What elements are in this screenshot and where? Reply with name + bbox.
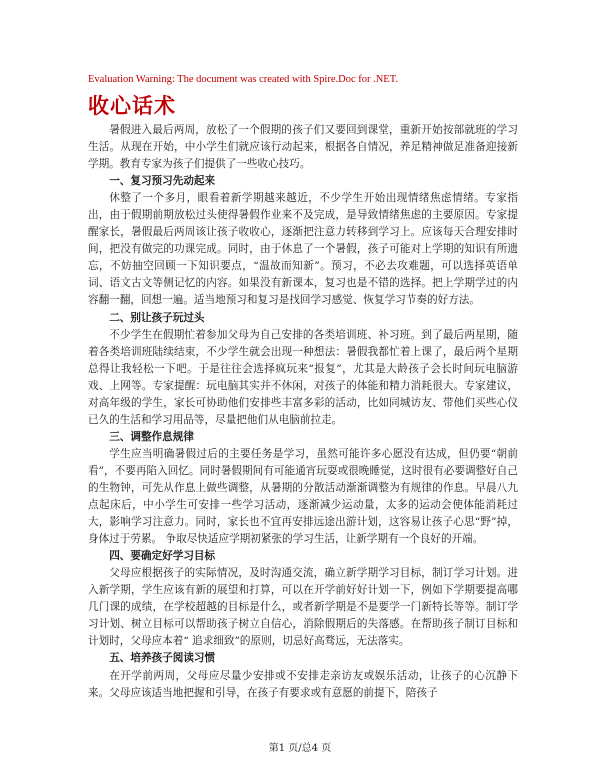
section-paragraph: 父母应根据孩子的实际情况，及时沟通交流，确立新学期学习目标，制订学习计划。进入新学期，学生应该有新的展望和打算，可以在开学前好好计划一下，例如下学期要提高哪几门课的成绩，在学校超越的目标是什么，或者新学期是不是要学一门新特长等等。制订学习计划、树立目标可以帮助孩子树立自信心，消除假期后的失落感。在帮助孩子制订目标和计划时，父母应本着“ 追求细致”的原则，切忌好高骛远，无法落实。 [88,567,518,648]
page-footer: 第1 页/总4 页 [268,743,332,754]
section-heading: 三、调整作息规律 [109,430,194,443]
section-heading: 一、复习预习先动起来 [109,175,216,188]
section-paragraph: 在开学前两周，父母应尽量少安排或不安排走亲访友或娱乐活动，让孩子的心沉静下来。父母应该适当地把握和引导，在孩子有要求或有意愿的前提下，陪孩子 [88,669,518,699]
section-heading: 二、别让孩子玩过头 [109,311,205,324]
document-body [88,122,518,702]
intro-paragraph: 暑假进入最后两周，放松了一个假期的孩子们又要回到课堂，重新开始按部就班的学习生活。从现在开始，中小学生们就应该行动起来，根据各自情况，养足精神做足准备迎接新学期。教育专家为孩子们提供了一些收心技巧。 [88,124,518,171]
section-paragraph: 休整了一个多月，眼看着新学期越来越近，不少学生开始出现情绪焦虑情绪。专家指出，由于假期前期放松过头使得暑假作业来不及完成，是导致情绪焦虑的主要原因。专家提醒家长，暑假最后两周该让孩子收收心，逐渐把注意力转移到学习上。应该每天合理安排时间，把没有做完的功课完成。同时，由于休息了一个暑假，孩子可能对上学期的知识有所遗忘，不妨抽空回顾一下知识要点，“温故而知新”。预习，不必去攻难题，可以选择英语单词、语文古文等侧记忆的内容。如果没有新课本，复习也是不错的选择。把上学期学过的内容翻一翻，回想一遍。适当地预习和复习是找回学习感觉、恢复学习节奏的好方法。 [88,192,518,307]
page-title: 收心话术 [88,94,176,118]
section-heading: 五、培养孩子阅读习惯 [109,652,216,665]
section-heading: 四、要确定好学习目标 [109,550,216,563]
section-paragraph: 不少学生在假期忙着参加父母为自己安排的各类培训班、补习班。到了最后两星期，随着各类培训班陆续结束，不少学生就会出现一种想法：暑假我都忙着上课了，最后两个星期总得让我轻松一下吧。于是往往会选择疯玩来“报复”，尤其是大龄孩子会长时间玩电脑游戏、上网等。专家提醒：玩电脑其实并不休闲，对孩子的体能和精力消耗很大。专家建议，对高年级的学生，家长可协助他们安排些丰富多彩的活动，比如同城访友、带他们买些心仪已久的生活和学习用品等，尽量把他们从电脑前拉走。 [88,328,518,426]
section-paragraph: 学生应当明确暑假过后的主要任务是学习，虽然可能许多心愿没有达成，但仍要“朝前看”，不要再陷入回忆。同时暑假期间有可能通宵玩耍或很晚睡觉，这时很有必要调整好自己的生物钟，可先从作息上做些调整，从暑期的分散活动渐渐调整为有规律的作息。早晨八九点起床后，中小学生可安排一些学习活动，逐渐减少运动量，太多的运动会使体能消耗过大，影响学习注意力。同时，家长也不宜再安排远途出游计划，这容易让孩子心思“野”掉，身体过于劳累。 争取尽快适应学期初紧张的学习生活，让新学期有一个良好的开端。 [88,447,518,546]
evaluation-warning: Evaluation Warning: The document was created with Spire.Doc for .NET. [88,74,398,85]
